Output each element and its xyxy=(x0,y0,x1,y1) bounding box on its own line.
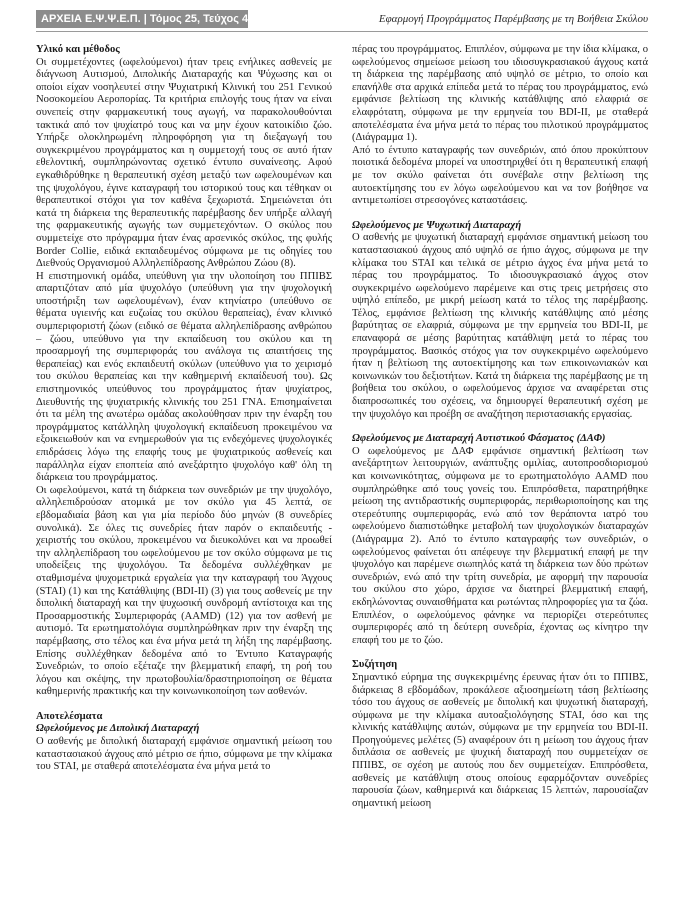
subsection-heading-psychotic: Ωφελούμενος με Ψυχωτική Διαταραχή xyxy=(352,219,522,231)
paragraph: Ο ασθενής με διπολική διαταραχή εμφάνισε σημαντική μείωση του καταστασιακού άγχους από μέτριο σε ήπιο, σύμφωνα με την κλίμακα του STAI, με σταθερά αποτελέσματα ένα μήνα μετά το xyxy=(36,736,332,773)
paragraph: Σημαντικό εύρημα της συγκεκριμένης έρευνας ήταν ότι το ΠΠΙΒΣ, διάρκειας 8 εβδομάδων, προκάλεσε αξιοσημείωτη τάση βελτίωσης τόσο του άγχους σε ασθενείς με διπολική και ψυχωτική διαταραχή, σύμφωνα με την κλίμακα αυτοαξιολόγησης STAI, όσο και της κλινικής κατάθλιψης αυτών, σύμφωνα με την ερμηνεία του BDI-II. Προηγούμενες μελέτες (5) αναφέρουν ότι η μείωση του άγχους ήταν διπλάσια σε ασθενείς με ψυχική διαταραχή που συμμετείχαν σε ΠΠΙΒΣ, σε σχέση με αυτούς που δεν συμμετείχαν. Επιπρόσθετα, ασθενείς με κατάθλιψη στους οποίους εφαρμόζονταν συνεδρίες παρουσία ζώων, καθημερινά και διάρκειας 15 λεπτών, παρουσίαζαν σημαντική μείωση xyxy=(352,671,648,809)
left-column xyxy=(36,44,332,884)
subsection-heading-bipolar: Ωφελούμενος με Διπολική Διαταραχή xyxy=(36,723,200,735)
section-heading-results: Αποτελέσματα xyxy=(36,710,103,722)
section-heading-discussion: Συζήτηση xyxy=(352,659,398,671)
subsection-heading-asd: Ωφελούμενος με Διαταραχή Αυτιστικού Φάσματος (ΔΑΦ) xyxy=(352,433,606,445)
journal-info: ΑΡΧΕΙΑ Ε.Ψ.Ψ.Ε.Π. | Τόμος 25, Τεύχος 4 xyxy=(36,10,248,28)
paragraph: Οι ωφελούμενοι, κατά τη διάρκεια των συνεδριών με την ψυχολόγο, αλληλεπιδρούσαν ατομικά με τον σκύλο για 45 λεπτά, σε εβδομαδιαία βάση και για μία περίοδο δύο μηνών (8 συνεδρίες συνολικά). Σε όλες τις συνεδρίες ήταν παρόν ο εκπαιδευτής - χειριστής του σκύλου, προκειμένου να διευκολύνει και να προωθεί την αλληλεπίδραση του ωφελούμενου με τον σκύλο σύμφωνα με τις υποδείξεις της ψυχολόγου. Τα δεδομένα συλλέχθηκαν με σταθμισμένα ψυχομετρικά εργαλεία για την καταγραφή του Άγχους (STAI) (1) και της Κατάθλιψης (BDI-II) (3) για τους ασθενείς με την διπολική διαταραχή και την ψυχωσική συνδρομή αντίστοιχα και της Προσαρμοστικής Συμπεριφοράς (AAMD) (12) για τον ασθενή με αυτισμό. Τα ερωτηματολόγια συμπληρώθηκαν πριν την έναρξη της παρέμβασης, στο τέλος και ένα μήνα μετά τη λήξη της παρέμβασης. Επίσης συλλέχθηκαν δεδομένα από το Έντυπο Καταγραφής Συνεδριών, το οποίο εξέταζε την βλεμματική επαφή, τη ροή του λόγου και σκέψης, την πρωτοβουλία/δραστηριοποίηση σε θέματα καθημερινής πρακτικής και την κοινωνικοποίηση των ασθενών. xyxy=(36,484,332,698)
paragraph: Η επιστημονική ομάδα, υπεύθυνη για την υλοποίηση του ΠΠΙΒΣ απαρτιζόταν από μία ψυχολόγο (υπεύθυνη για την ψυχολογική υποστήριξη των ωφελουμένων), έναν κτηνίατρο (υπεύθυνο σε θέματα υγιεινής και ευζωίας του σκύλου θεραπείας), έναν κλινικό συμπεριφοριστή ζώων (ειδικό σε θέματα αλληλεπίδρασης ανθρώπου – ζώου, υπεύθυνο για την εκπαίδευση του σκύλου και τη προσαρμογή της συμπεριφοράς του ανάλογα τις απαιτήσεις της θεραπείας) και ενός εκπαιδευτή σκύλων (υπεύθυνο για το χειρισμό του σκύλου θεραπείας και την καθημερινή εκπαίδευσή του). Ως επιστημονικός υπεύθυνος του προγράμματος ήταν ψυχίατρος, Διευθυντής της ψυχιατρικής κλινικής του 251 ΓΝΑ. Επισημαίνεται ότι τα μέλη της ανωτέρω ομάδας ακολούθησαν πριν την έναρξη του προγράμματος κατάλληλη ψυχολογική εκπαίδευση προκειμένου να εξοικειωθούν και να ενημερωθούν για τις ενδεχόμενες ψυχολογικές επιδράσεις λόγω της επαφής τους με ψυχιατρικούς ασθενείς και παράλληλα είχαν εποπτεία από ανεξάρτητο ψυχολόγο καθ' όλη τη διάρκεια του προγράμματος. xyxy=(36,270,332,484)
header-divider xyxy=(36,31,648,32)
paragraph: πέρας του προγράμματος. Επιπλέον, σύμφωνα με την ίδια κλίμακα, ο ωφελούμενος σημείωσε μείωση του ιδιοσυγκρασιακού άγχους κατά τη διάρκεια της παρέμβασης από υψηλό σε μέτριο, το οποίο και επανήλθε στα αρχικά επίπεδα μετά το πέρας του προγράμματος, ενώ εμφάνισε βελτίωση της κλινικής κατάθλιψης από ελαφριά σε ελαφρότατη, σύμφωνα με την ερμηνεία του BDI-II, με σταθερά αποτελέσματα ένα μήνα μετά το πέρας του πιλοτικού προγράμματος (Διάγραμμα 1). xyxy=(352,44,648,144)
paragraph: Ο ωφελούμενος με ΔΑΦ εμφάνισε σημαντική βελτίωση των ανεξάρτητων λειτουργιών, ανάπτυξης ομιλίας, αυτοπροσδιορισμού και κοινωνικότητας, σύμφωνα με το ερωτηματολόγιο AAMD που συμπληρώθηκε από τους γονείς του. Επιπρόσθετα, παρατηρήθηκε μείωση της αντιδραστικής συμπεριφοράς, περιθωριοποίησης και της στερεότυπης συμπεριφοράς, ενώ από τον θεράποντα ιατρό του ωφελούμενο διαπιστώθηκε μεταβολή των ψυχολογικών διαταραχών (Διάγραμμα 2). Από το έντυπο καταγραφής των συνεδριών, ο ωφελούμενος φαίνεται ότι απέφευγε την βλεμματική επαφή με την ψυχολόγο και παρέμενε σιωπηλός κατά τη διάρκεια των δύο πρώτων συνεδριών, ενώ από την τρίτη συνεδρία, με αφορμή την παρουσία του σκύλου στο χώρο, άρχισε να διατηρεί βλεμματική επαφή, εκδηλώνοντας συναισθήματα και ρωτώντας πληροφορίες για τα ζώα. Επιπλέον, ο ωφελούμενος φάνηκε να περιορίζει στερεότυπες συμπεριφορές από τη δεύτερη συνεδρία, έχοντας ως κίνητρο την επαφή του με το ζώο. xyxy=(352,445,648,646)
right-column xyxy=(352,44,648,884)
running-title: Εφαρμογή Προγράμματος Παρέμβασης με τη Βοήθεια Σκύλου xyxy=(378,13,648,25)
paragraph: Από το έντυπο καταγραφής των συνεδριών, από όπου προκύπτουν ποιοτικά δεδομένα μπορεί να υποστηριχθεί ότι η θεραπευτική επαφή με τον σκύλο φαίνεται ότι συνέβαλε στην βελτίωση της αυτοεκτίμησης του εν λόγω ωφελούμενου και να τον βοήθησε να αντιμετωπίσει στρεσογόνες καταστάσεις. xyxy=(352,144,648,207)
paragraph: Οι συμμετέχοντες (ωφελούμενοι) ήταν τρεις ενήλικες ασθενείς με διάγνωση Αυτισμού, Διπολικής Διαταραχής και Ψύχωσης και οι οποίοι είχαν νοσηλευτεί στην Ψυχιατρική Κλινική του 251 Γενικού Νοσοκομείου Αεροπορίας. Τα κριτήρια επιλογής τους ήταν να είναι συνεπείς στην φαρμακευτική τους αγωγή, να παρακολουθούνται τακτικά από τον ψυχίατρό τους και να μην έχουν κατοικίδιο ζώο. Υπήρξε ολοκληρωμένη πληροφόρηση για τη διεξαγωγή του συγκεκριμένου προγράμματος και η συμμετοχή τους σε αυτό ήταν εθελοντική, συμπληρώνοντας σχετικό έντυπο συναίνεσης. Αφού εγκαθιδρύθηκε η θεραπευτική σχέση μεταξύ των ωφελουμένων και της ψυχολόγου, έγινε καταγραφή του ιστορικού τους και τέθηκαν οι θεραπευτικοί στόχοι για τον καθένα ξεχωριστά. Σημειώνεται ότι κατά τη διάρκεια της θεραπευτικής παρέμβασης δεν υπήρξε αλλαγή της φαρμακευτικής αγωγής των συμμετεχόντων. Ο σκύλος που συμμετείχε στο πρόγραμμα ήταν ένας αρσενικός σκύλος, της φυλής Border Collie, ειδικά εκπαιδευμένος σύμφωνα με τις οδηγίες του Διεθνούς Οργανισμού Αλληλεπίδρασης Ανθρώπου Ζώου (8). xyxy=(36,56,332,270)
section-heading-materials: Υλικό και μέθοδος xyxy=(36,44,120,55)
paragraph: Ο ασθενής με ψυχωτική διαταραχή εμφάνισε σημαντική μείωση του καταστασιακού άγχους από υψηλό σε ήπιο άγχος, σύμφωνα με την κλίμακα του STAI και τελικά σε μέτριο άγχος ένα μήνα μετά το πέρας του προγράμματος. Το ιδιοσυγκρασιακό άγχος στον συγκεκριμένο ωφελούμενο παρέμεινε και στις τρεις μετρήσεις στο υψηλό επίπεδο, με μικρή μείωση κατά το τέλος της παρέμβασης. Τέλος, εμφάνισε βελτίωση της κλινικής κατάθλιψης από μέσης βαρύτητας σε ελαφριά, σύμφωνα με την ερμηνεία του BDI-II, με επαναφορά σε μέσης βαρύτητας κατάθλιψη μετά το πέρας του προγράμματος. Βασικός στόχος για τον συγκεκριμένο ωφελούμενο ήταν η βελτίωση της αυτοεκτίμησης και των επικοινωνιακών και κοινωνικών του δεξιοτήτων. Κατά τη διάρκεια της παρέμβασης με τη βοήθεια του σκύλου, ο ωφελούμενος άρχισε να αναφέρεται στις διαπροσωπικές του σχέσεις, να δημιουργεί θεραπευτική σχέση με την ψυχολόγο και προέβη σε αναζήτηση περιστασιακής εργασίας. xyxy=(352,232,648,420)
page-header xyxy=(36,10,648,28)
